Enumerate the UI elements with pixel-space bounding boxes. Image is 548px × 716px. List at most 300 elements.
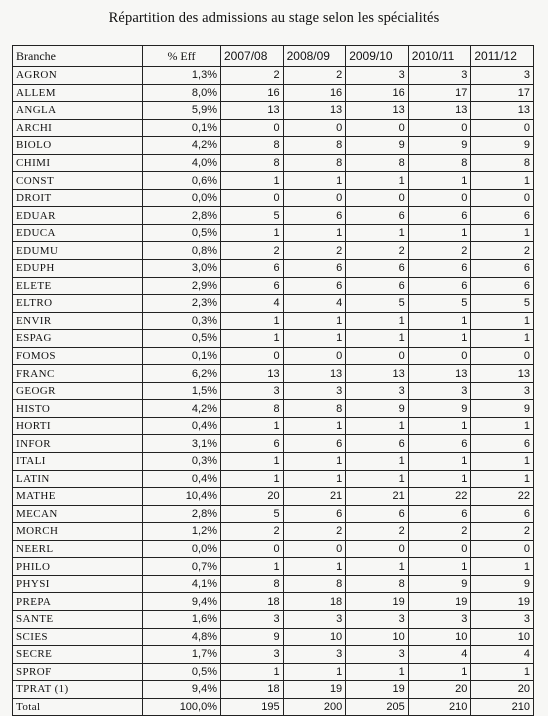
cell-pct-eff: 1,3%	[143, 67, 221, 85]
cell-y2010-11: 1	[408, 224, 471, 242]
cell-pct-eff: 0,8%	[143, 242, 221, 260]
cell-pct-eff: 4,8%	[143, 628, 221, 646]
cell-y2011-12: 1	[471, 330, 534, 348]
cell-y2009-10: 9	[346, 137, 409, 155]
cell-y2010-11: 1	[408, 453, 471, 471]
cell-y2008-09: 1	[283, 312, 346, 330]
cell-y2009-10: 3	[346, 610, 409, 628]
table-row	[13, 137, 534, 155]
cell-branch: CHIMI	[13, 154, 143, 172]
cell-y2009-10: 1	[346, 224, 409, 242]
column-header-2010-11: 2010/11	[408, 46, 471, 67]
cell-y2011-12: 2	[471, 242, 534, 260]
cell-y2007-08: 1	[221, 470, 284, 488]
cell-y2010-11: 6	[408, 277, 471, 295]
cell-y2009-10: 0	[346, 347, 409, 365]
cell-y2007-08: 1	[221, 417, 284, 435]
table-row	[13, 646, 534, 664]
table-row	[13, 488, 534, 506]
cell-y2008-09: 8	[283, 154, 346, 172]
table-row	[13, 154, 534, 172]
cell-y2008-09: 21	[283, 488, 346, 506]
cell-y2011-12: 6	[471, 505, 534, 523]
cell-y2011-12: 1	[471, 312, 534, 330]
cell-y2008-09: 6	[283, 207, 346, 225]
cell-branch: HISTO	[13, 400, 143, 418]
cell-branch: SECRE	[13, 646, 143, 664]
cell-branch: TPRAT (1)	[13, 681, 143, 699]
cell-y2011-12: 3	[471, 67, 534, 85]
cell-y2009-10: 9	[346, 400, 409, 418]
table-row	[13, 347, 534, 365]
cell-y2008-09: 8	[283, 137, 346, 155]
cell-pct-eff: 4,2%	[143, 400, 221, 418]
cell-y2007-08: 1	[221, 453, 284, 471]
cell-pct-eff: 0,5%	[143, 224, 221, 242]
cell-branch: ITALI	[13, 453, 143, 471]
cell-y2008-09: 6	[283, 505, 346, 523]
cell-pct-eff: 1,2%	[143, 523, 221, 541]
table-row	[13, 365, 534, 383]
cell-branch: MECAN	[13, 505, 143, 523]
cell-y2011-12: 2	[471, 523, 534, 541]
cell-y2010-11: 6	[408, 260, 471, 278]
cell-y2007-08: 18	[221, 681, 284, 699]
cell-y2010-11: 1	[408, 312, 471, 330]
cell-y2011-12: 20	[471, 681, 534, 699]
cell-y2007-08: 6	[221, 277, 284, 295]
cell-y2009-10: 13	[346, 365, 409, 383]
cell-pct-eff: 3,1%	[143, 435, 221, 453]
cell-y2008-09: 1	[283, 172, 346, 190]
cell-y2009-10: 1	[346, 312, 409, 330]
cell-y2011-12: 3	[471, 610, 534, 628]
cell-y2010-11: 22	[408, 488, 471, 506]
cell-y2008-09: 1	[283, 417, 346, 435]
cell-y2010-11: 10	[408, 628, 471, 646]
cell-y2008-09: 13	[283, 365, 346, 383]
cell-y2009-10: 6	[346, 277, 409, 295]
cell-y2010-11: 8	[408, 154, 471, 172]
cell-y2007-08: 18	[221, 593, 284, 611]
cell-y2009-10: 1	[346, 558, 409, 576]
cell-y2007-08: 2	[221, 242, 284, 260]
cell-y2010-11: 9	[408, 137, 471, 155]
cell-y2010-11: 13	[408, 365, 471, 383]
cell-y2007-08: 2	[221, 523, 284, 541]
cell-y2008-09: 2	[283, 242, 346, 260]
cell-pct-eff: 0,4%	[143, 470, 221, 488]
cell-pct-eff: 8,0%	[143, 84, 221, 102]
cell-y2009-10: 1	[346, 417, 409, 435]
cell-pct-eff: 2,8%	[143, 207, 221, 225]
column-header-2009-10: 2009/10	[346, 46, 409, 67]
cell-pct-eff: 6,2%	[143, 365, 221, 383]
cell-y2011-12: 3	[471, 382, 534, 400]
cell-y2008-09: 0	[283, 347, 346, 365]
cell-y2007-08: 13	[221, 102, 284, 120]
table-row	[13, 242, 534, 260]
cell-y2008-09: 0	[283, 540, 346, 558]
cell-branch: ESPAG	[13, 330, 143, 348]
cell-branch: PREPA	[13, 593, 143, 611]
cell-pct-eff: 1,6%	[143, 610, 221, 628]
cell-y2010-11: 3	[408, 67, 471, 85]
cell-branch: SANTE	[13, 610, 143, 628]
cell-pct-eff: 0,1%	[143, 347, 221, 365]
cell-y2007-08: 8	[221, 137, 284, 155]
cell-y2010-11: 6	[408, 435, 471, 453]
cell-branch: SPROF	[13, 663, 143, 681]
cell-y2008-09: 1	[283, 470, 346, 488]
cell-y2008-09: 1	[283, 330, 346, 348]
header-row	[13, 46, 534, 67]
cell-branch: MATHE	[13, 488, 143, 506]
cell-pct-eff: 4,0%	[143, 154, 221, 172]
cell-y2007-08: 1	[221, 330, 284, 348]
table-row	[13, 84, 534, 102]
cell-y2009-10: 5	[346, 295, 409, 313]
cell-y2011-12: 19	[471, 593, 534, 611]
cell-y2009-10: 8	[346, 154, 409, 172]
cell-branch: ARCHI	[13, 119, 143, 137]
cell-y2010-11: 17	[408, 84, 471, 102]
cell-pct-eff: 0,0%	[143, 189, 221, 207]
cell-pct-eff: 0,6%	[143, 172, 221, 190]
cell-branch: PHYSI	[13, 575, 143, 593]
column-header-pct-eff: % Eff	[143, 46, 221, 67]
cell-pct-eff: 9,4%	[143, 681, 221, 699]
cell-y2007-08: 9	[221, 628, 284, 646]
cell-y2008-09: 8	[283, 575, 346, 593]
cell-branch: INFOR	[13, 435, 143, 453]
table-row	[13, 260, 534, 278]
cell-y2009-10: 0	[346, 189, 409, 207]
cell-y2007-08: 6	[221, 260, 284, 278]
cell-y2011-12: 8	[471, 154, 534, 172]
table-row	[13, 67, 534, 85]
cell-branch: ALLEM	[13, 84, 143, 102]
cell-y2010-11: 210	[408, 698, 471, 716]
cell-y2011-12: 6	[471, 277, 534, 295]
cell-y2007-08: 1	[221, 172, 284, 190]
cell-pct-eff: 2,9%	[143, 277, 221, 295]
cell-y2010-11: 19	[408, 593, 471, 611]
cell-y2009-10: 21	[346, 488, 409, 506]
cell-y2011-12: 210	[471, 698, 534, 716]
table-row	[13, 540, 534, 558]
cell-y2010-11: 0	[408, 540, 471, 558]
table-row	[13, 382, 534, 400]
cell-branch: FOMOS	[13, 347, 143, 365]
cell-y2010-11: 6	[408, 207, 471, 225]
cell-y2008-09: 16	[283, 84, 346, 102]
column-header-2011-12: 2011/12	[471, 46, 534, 67]
cell-y2011-12: 17	[471, 84, 534, 102]
cell-y2008-09: 10	[283, 628, 346, 646]
cell-y2009-10: 6	[346, 260, 409, 278]
cell-y2009-10: 6	[346, 207, 409, 225]
cell-y2011-12: 6	[471, 260, 534, 278]
table-row	[13, 453, 534, 471]
cell-branch: EDUAR	[13, 207, 143, 225]
cell-branch: ANGLA	[13, 102, 143, 120]
cell-branch: ELETE	[13, 277, 143, 295]
cell-y2010-11: 1	[408, 558, 471, 576]
cell-y2009-10: 19	[346, 593, 409, 611]
cell-branch: NEERL	[13, 540, 143, 558]
cell-y2008-09: 3	[283, 646, 346, 664]
cell-y2008-09: 13	[283, 102, 346, 120]
cell-y2009-10: 3	[346, 382, 409, 400]
table-row	[13, 119, 534, 137]
cell-y2009-10: 1	[346, 453, 409, 471]
cell-y2009-10: 13	[346, 102, 409, 120]
cell-y2011-12: 0	[471, 119, 534, 137]
table-row	[13, 189, 534, 207]
table-row	[13, 330, 534, 348]
cell-y2007-08: 3	[221, 610, 284, 628]
cell-pct-eff: 3,0%	[143, 260, 221, 278]
cell-y2011-12: 1	[471, 470, 534, 488]
table-row	[13, 610, 534, 628]
cell-y2008-09: 3	[283, 382, 346, 400]
table-row	[13, 593, 534, 611]
cell-branch: CONST	[13, 172, 143, 190]
cell-y2010-11: 1	[408, 470, 471, 488]
cell-y2007-08: 1	[221, 663, 284, 681]
cell-y2007-08: 3	[221, 646, 284, 664]
cell-y2010-11: 9	[408, 575, 471, 593]
cell-y2010-11: 5	[408, 295, 471, 313]
cell-y2007-08: 4	[221, 295, 284, 313]
cell-y2011-12: 0	[471, 189, 534, 207]
table-total-row	[13, 698, 534, 716]
cell-y2008-09: 1	[283, 663, 346, 681]
cell-branch: AGRON	[13, 67, 143, 85]
cell-y2007-08: 195	[221, 698, 284, 716]
cell-y2009-10: 10	[346, 628, 409, 646]
cell-y2010-11: 3	[408, 610, 471, 628]
cell-y2010-11: 2	[408, 523, 471, 541]
cell-branch: BIOLO	[13, 137, 143, 155]
cell-y2011-12: 9	[471, 575, 534, 593]
cell-y2011-12: 9	[471, 400, 534, 418]
cell-y2007-08: 5	[221, 207, 284, 225]
cell-y2009-10: 205	[346, 698, 409, 716]
cell-branch: ELTRO	[13, 295, 143, 313]
cell-y2009-10: 0	[346, 540, 409, 558]
cell-y2011-12: 1	[471, 172, 534, 190]
cell-y2010-11: 0	[408, 119, 471, 137]
cell-y2008-09: 200	[283, 698, 346, 716]
table-row	[13, 172, 534, 190]
cell-pct-eff: 0,3%	[143, 312, 221, 330]
cell-y2011-12: 22	[471, 488, 534, 506]
table-row	[13, 417, 534, 435]
cell-y2011-12: 0	[471, 540, 534, 558]
cell-y2008-09: 0	[283, 189, 346, 207]
cell-y2009-10: 16	[346, 84, 409, 102]
cell-y2007-08: 1	[221, 224, 284, 242]
cell-y2008-09: 19	[283, 681, 346, 699]
cell-branch: ENVIR	[13, 312, 143, 330]
cell-y2011-12: 4	[471, 646, 534, 664]
cell-branch: EDUPH	[13, 260, 143, 278]
table-body	[13, 67, 534, 716]
cell-y2010-11: 0	[408, 189, 471, 207]
cell-y2009-10: 0	[346, 119, 409, 137]
cell-pct-eff: 100,0%	[143, 698, 221, 716]
cell-y2008-09: 6	[283, 435, 346, 453]
cell-y2010-11: 1	[408, 663, 471, 681]
cell-pct-eff: 5,9%	[143, 102, 221, 120]
cell-y2010-11: 1	[408, 330, 471, 348]
cell-pct-eff: 0,1%	[143, 119, 221, 137]
cell-branch: FRANC	[13, 365, 143, 383]
cell-y2007-08: 8	[221, 575, 284, 593]
cell-y2009-10: 1	[346, 330, 409, 348]
cell-y2008-09: 18	[283, 593, 346, 611]
cell-pct-eff: 0,7%	[143, 558, 221, 576]
cell-y2011-12: 1	[471, 453, 534, 471]
table-row	[13, 295, 534, 313]
cell-pct-eff: 0,0%	[143, 540, 221, 558]
column-header-2008-09: 2008/09	[283, 46, 346, 67]
cell-y2007-08: 2	[221, 67, 284, 85]
cell-y2010-11: 2	[408, 242, 471, 260]
cell-y2011-12: 6	[471, 207, 534, 225]
cell-y2010-11: 20	[408, 681, 471, 699]
cell-y2007-08: 0	[221, 189, 284, 207]
cell-y2011-12: 6	[471, 435, 534, 453]
table-row	[13, 558, 534, 576]
cell-y2007-08: 0	[221, 119, 284, 137]
cell-y2008-09: 2	[283, 67, 346, 85]
cell-y2010-11: 1	[408, 172, 471, 190]
cell-y2007-08: 0	[221, 347, 284, 365]
cell-y2009-10: 6	[346, 435, 409, 453]
cell-pct-eff: 0,4%	[143, 417, 221, 435]
cell-y2009-10: 2	[346, 523, 409, 541]
cell-y2011-12: 0	[471, 347, 534, 365]
cell-y2008-09: 0	[283, 119, 346, 137]
cell-y2008-09: 2	[283, 523, 346, 541]
cell-y2011-12: 1	[471, 224, 534, 242]
cell-y2008-09: 6	[283, 277, 346, 295]
cell-y2008-09: 6	[283, 260, 346, 278]
table-row	[13, 628, 534, 646]
cell-y2011-12: 1	[471, 663, 534, 681]
cell-branch: MORCH	[13, 523, 143, 541]
table-row	[13, 663, 534, 681]
cell-y2010-11: 3	[408, 382, 471, 400]
cell-y2007-08: 13	[221, 365, 284, 383]
cell-pct-eff: 1,5%	[143, 382, 221, 400]
cell-pct-eff: 10,4%	[143, 488, 221, 506]
cell-y2007-08: 1	[221, 312, 284, 330]
cell-y2007-08: 16	[221, 84, 284, 102]
cell-y2008-09: 3	[283, 610, 346, 628]
table-row	[13, 681, 534, 699]
cell-branch: EDUMU	[13, 242, 143, 260]
cell-y2011-12: 9	[471, 137, 534, 155]
cell-branch: LATIN	[13, 470, 143, 488]
table-row	[13, 470, 534, 488]
cell-y2007-08: 8	[221, 400, 284, 418]
cell-pct-eff: 2,3%	[143, 295, 221, 313]
cell-pct-eff: 0,3%	[143, 453, 221, 471]
cell-y2009-10: 6	[346, 505, 409, 523]
cell-y2010-11: 9	[408, 400, 471, 418]
cell-y2008-09: 1	[283, 224, 346, 242]
cell-y2011-12: 10	[471, 628, 534, 646]
cell-y2011-12: 1	[471, 558, 534, 576]
cell-branch: EDUCA	[13, 224, 143, 242]
cell-y2009-10: 3	[346, 67, 409, 85]
cell-pct-eff: 1,7%	[143, 646, 221, 664]
cell-pct-eff: 0,5%	[143, 663, 221, 681]
cell-y2011-12: 13	[471, 365, 534, 383]
cell-y2009-10: 3	[346, 646, 409, 664]
cell-y2007-08: 3	[221, 382, 284, 400]
column-header-branche: Branche	[13, 46, 143, 67]
admissions-table	[12, 45, 534, 716]
cell-pct-eff: 9,4%	[143, 593, 221, 611]
cell-y2007-08: 6	[221, 435, 284, 453]
cell-pct-eff: 4,2%	[143, 137, 221, 155]
cell-y2009-10: 2	[346, 242, 409, 260]
cell-y2008-09: 8	[283, 400, 346, 418]
cell-y2010-11: 4	[408, 646, 471, 664]
table-row	[13, 102, 534, 120]
cell-y2008-09: 1	[283, 558, 346, 576]
table-row	[13, 523, 534, 541]
table-row	[13, 505, 534, 523]
cell-y2007-08: 1	[221, 558, 284, 576]
cell-y2010-11: 1	[408, 417, 471, 435]
cell-y2011-12: 1	[471, 417, 534, 435]
cell-pct-eff: 0,5%	[143, 330, 221, 348]
cell-y2010-11: 13	[408, 102, 471, 120]
cell-y2009-10: 1	[346, 663, 409, 681]
cell-y2009-10: 1	[346, 172, 409, 190]
page-title: Répartition des admissions au stage selon les spécialités	[108, 10, 440, 26]
cell-pct-eff: 4,1%	[143, 575, 221, 593]
cell-y2009-10: 19	[346, 681, 409, 699]
cell-y2007-08: 20	[221, 488, 284, 506]
cell-y2007-08: 5	[221, 505, 284, 523]
cell-branch: Total	[13, 698, 143, 716]
table-row	[13, 435, 534, 453]
table-row	[13, 224, 534, 242]
cell-y2010-11: 6	[408, 505, 471, 523]
cell-y2011-12: 5	[471, 295, 534, 313]
column-header-2007-08: 2007/08	[221, 46, 284, 67]
cell-branch: SCIES	[13, 628, 143, 646]
table-row	[13, 575, 534, 593]
cell-y2011-12: 13	[471, 102, 534, 120]
table-row	[13, 207, 534, 225]
cell-y2008-09: 4	[283, 295, 346, 313]
cell-branch: HORTI	[13, 417, 143, 435]
cell-y2007-08: 8	[221, 154, 284, 172]
cell-y2010-11: 0	[408, 347, 471, 365]
cell-y2009-10: 1	[346, 470, 409, 488]
cell-y2009-10: 8	[346, 575, 409, 593]
cell-branch: DROIT	[13, 189, 143, 207]
cell-branch: PHILO	[13, 558, 143, 576]
